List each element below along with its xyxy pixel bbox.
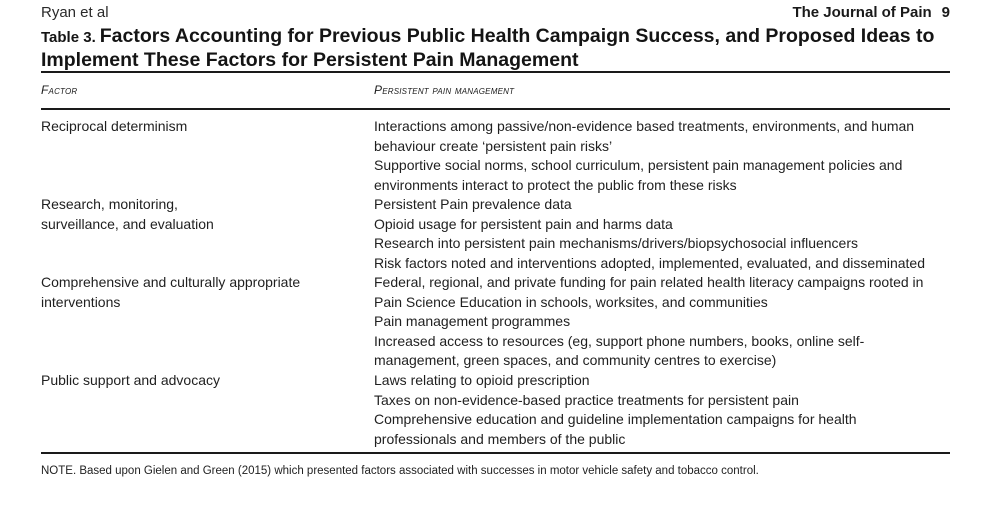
- factor-line: interventions: [41, 293, 121, 310]
- management-line: environments interact to protect the public from these risks: [374, 176, 737, 193]
- table-row-management: [374, 117, 964, 195]
- journal-name: The Journal of Pain: [792, 4, 932, 21]
- management-line: Interactions among passive/non-evidence based treatments, environments, and human: [374, 118, 915, 134]
- table-top-rule: [41, 71, 950, 73]
- management-line: Increased access to resources (eg, support phone numbers, books, online self-: [374, 332, 865, 349]
- running-head-author: Ryan et al: [41, 4, 109, 21]
- factor-line: Reciprocal determinism: [41, 118, 188, 134]
- table-row-management: [374, 371, 964, 449]
- management-line: Persistent Pain prevalence data: [374, 196, 572, 212]
- management-line: Opioid usage for persistent pain and harms data: [374, 215, 673, 232]
- management-line: behaviour create ‘persistent pain risks’: [374, 137, 613, 154]
- factor-line: Public support and advocacy: [41, 372, 220, 388]
- table-note: NOTE. Based upon Gielen and Green (2015) which presented factors associated with successes in motor vehicle safety and tobacco control.: [41, 465, 759, 477]
- table-title-line-1: Factors Accounting for Previous Public Health Campaign Success, and Proposed Ideas to: [99, 25, 935, 47]
- management-line: Supportive social norms, school curriculum, persistent pain management policies and: [374, 157, 903, 173]
- table-row-management: [374, 273, 964, 371]
- column-header-factor: Factor: [41, 83, 78, 97]
- running-head-journal: [792, 3, 950, 23]
- table-row-factor: [41, 273, 341, 312]
- management-line: Pain Science Education in schools, worksites, and communities: [374, 293, 768, 310]
- table-row-management: [374, 195, 964, 273]
- table-label: Table 3.: [41, 29, 96, 46]
- running-head: [41, 3, 950, 23]
- management-line: Taxes on non-evidence-based practice treatments for persistent pain: [374, 391, 799, 408]
- factor-line: Research, monitoring,: [41, 196, 178, 212]
- management-line: Risk factors noted and interventions adopted, implemented, evaluated, and disseminated: [374, 254, 926, 271]
- table-title-line-2: Implement These Factors for Persistent Pain Management: [41, 49, 579, 71]
- table-row-factor: [41, 195, 341, 234]
- table-row-factor: [41, 371, 341, 391]
- table-caption: [41, 25, 950, 71]
- column-header-persistent-pain-management: Persistent pain management: [374, 83, 515, 97]
- factor-line: Comprehensive and culturally appropriate: [41, 274, 301, 290]
- table-bottom-rule: [41, 452, 950, 454]
- factor-line: surveillance, and evaluation: [41, 215, 214, 232]
- management-line: professionals and members of the public: [374, 430, 626, 447]
- table-row-factor: [41, 117, 341, 137]
- management-line: Laws relating to opioid prescription: [374, 372, 590, 388]
- management-line: management, green spaces, and community centres to exercise): [374, 352, 777, 368]
- management-line: Pain management programmes: [374, 313, 571, 329]
- management-line: Research into persistent pain mechanisms/drivers/biopsychosocial influencers: [374, 235, 859, 251]
- management-line: Comprehensive education and guideline implementation campaigns for health: [374, 411, 857, 427]
- page-number: 9: [941, 4, 950, 21]
- table-header-rule: [41, 108, 950, 110]
- management-line: Federal, regional, and private funding for pain related health literacy campaigns rooted in: [374, 274, 924, 290]
